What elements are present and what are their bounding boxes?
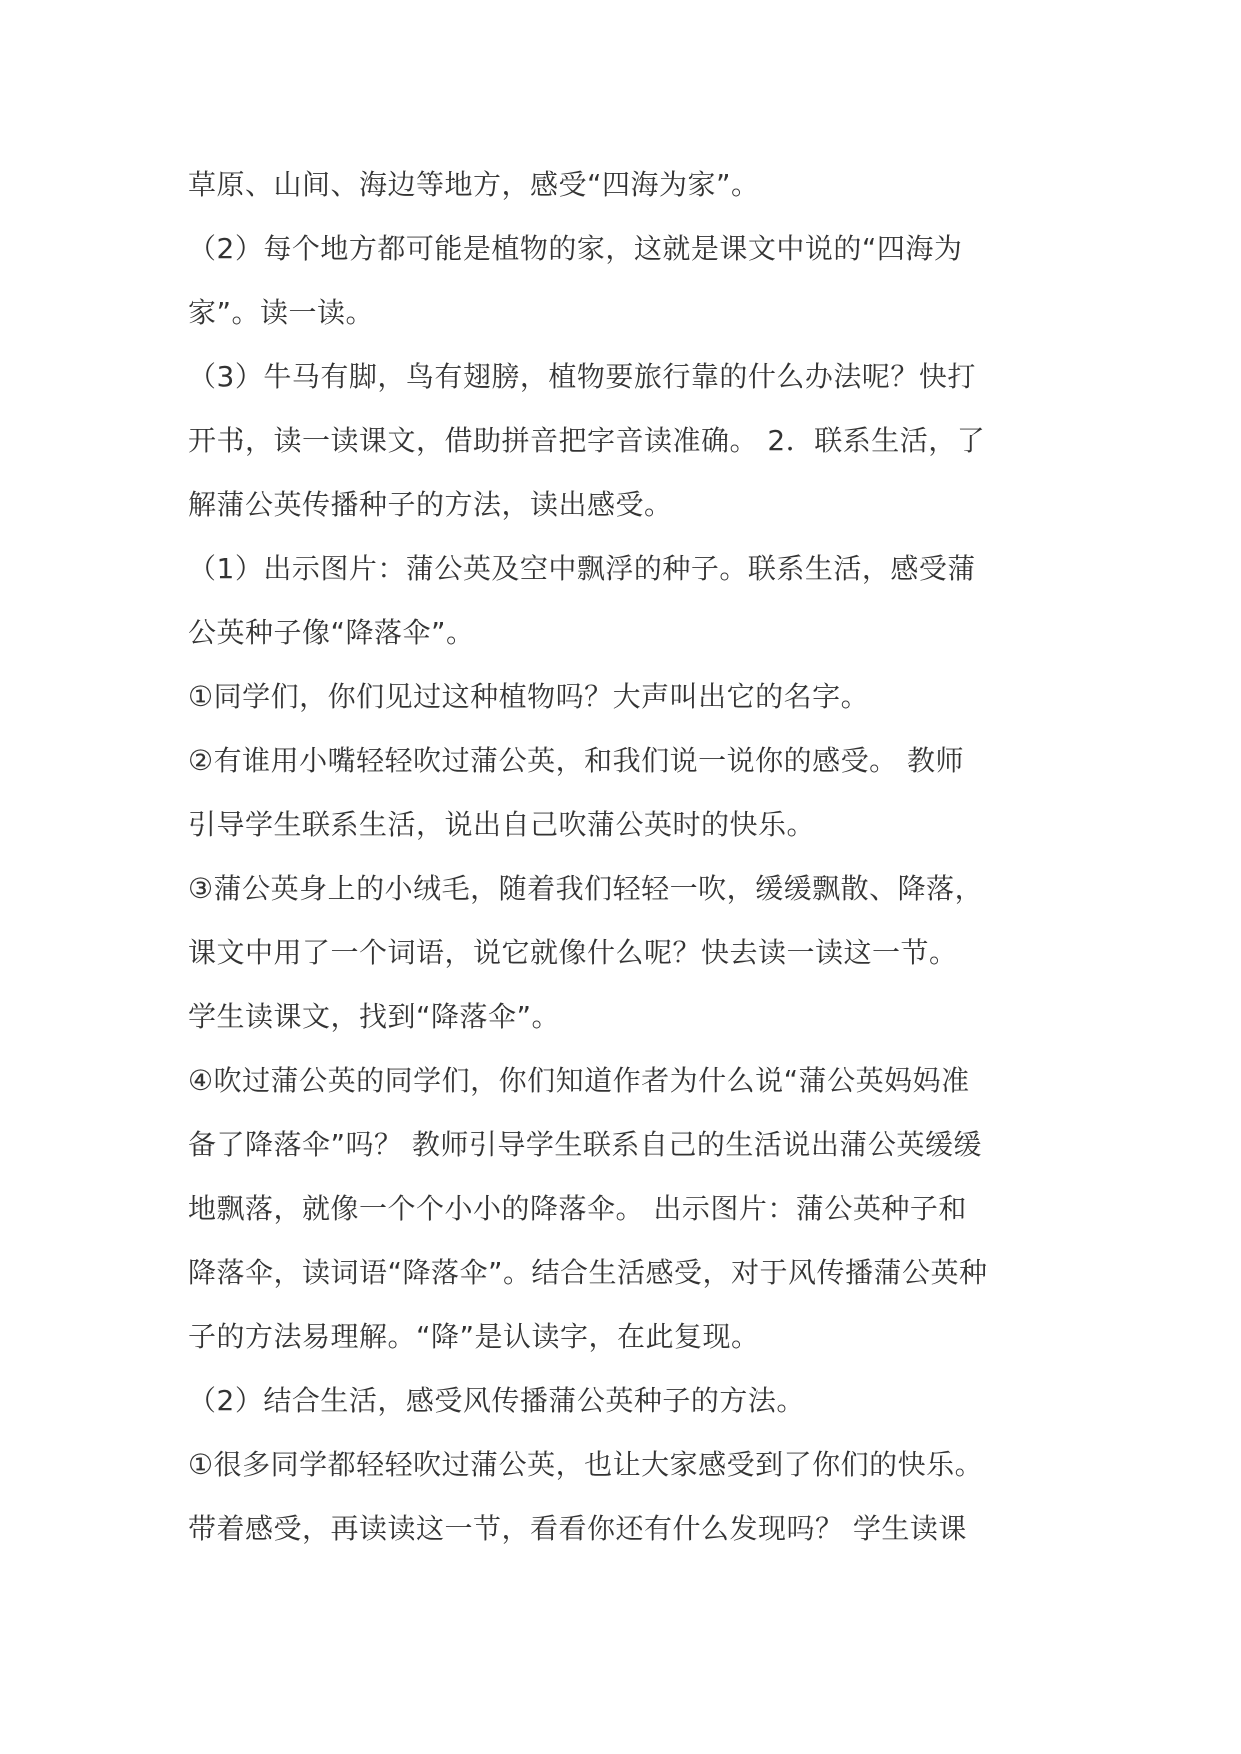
text-line: 课文中用了一个词语，说它就像什么呢？快去读一读这一节。 — [188, 936, 958, 969]
text-line: （1）出示图片：蒲公英及空中飘浮的种子。联系生活，感受蒲 — [188, 552, 976, 585]
text-line: ④吹过蒲公英的同学们，你们知道作者为什么说“蒲公英妈妈准 — [188, 1064, 970, 1097]
text-line: ③蒲公英身上的小绒毛，随着我们轻轻一吹，缓缓飘散、降落， — [188, 872, 984, 905]
text-line: ②有谁用小嘴轻轻吹过蒲公英，和我们说一说你的感受。 教师 — [188, 744, 965, 777]
document-body — [188, 153, 1068, 1561]
text-line: 学生读课文，找到“降落伞”。 — [188, 1000, 561, 1033]
text-line: 家”。读一读。 — [188, 296, 375, 329]
text-line: 公英种子像“降落伞”。 — [188, 616, 475, 649]
text-line: ①很多同学都轻轻吹过蒲公英，也让大家感受到了你们的快乐。 — [188, 1448, 984, 1481]
text-line: （2）结合生活，感受风传播蒲公英种子的方法。 — [188, 1384, 805, 1417]
text-line: 引导学生联系生活，说出自己吹蒲公英时的快乐。 — [188, 808, 816, 841]
text-line: 地飘落，就像一个个小小的降落伞。 出示图片：蒲公英种子和 — [188, 1192, 967, 1225]
text-line: （2）每个地方都可能是植物的家，这就是课文中说的“四海为 — [188, 232, 963, 265]
text-line: ①同学们，你们见过这种植物吗？大声叫出它的名字。 — [188, 680, 870, 713]
text-line: 草原、山间、海边等地方，感受“四海为家”。 — [188, 168, 760, 201]
text-line: 降落伞，读词语“降落伞”。结合生活感受，对于风传播蒲公英种 — [188, 1256, 988, 1289]
text-line: 备了降落伞”吗？ 教师引导学生联系自己的生活说出蒲公英缓缓 — [188, 1128, 982, 1161]
text-line: （3）牛马有脚，鸟有翅膀，植物要旅行靠的什么办法呢？快打 — [188, 360, 976, 393]
text-line: 解蒲公英传播种子的方法，读出感受。 — [188, 488, 673, 521]
text-line: 子的方法易理解。“降”是认读字，在此复现。 — [188, 1320, 760, 1353]
text-line: 开书，读一读课文，借助拼音把字音读准确。 2．联系生活，了 — [188, 424, 986, 457]
text-line: 带着感受，再读读这一节，看看你还有什么发现吗？ 学生读课 — [188, 1512, 967, 1545]
